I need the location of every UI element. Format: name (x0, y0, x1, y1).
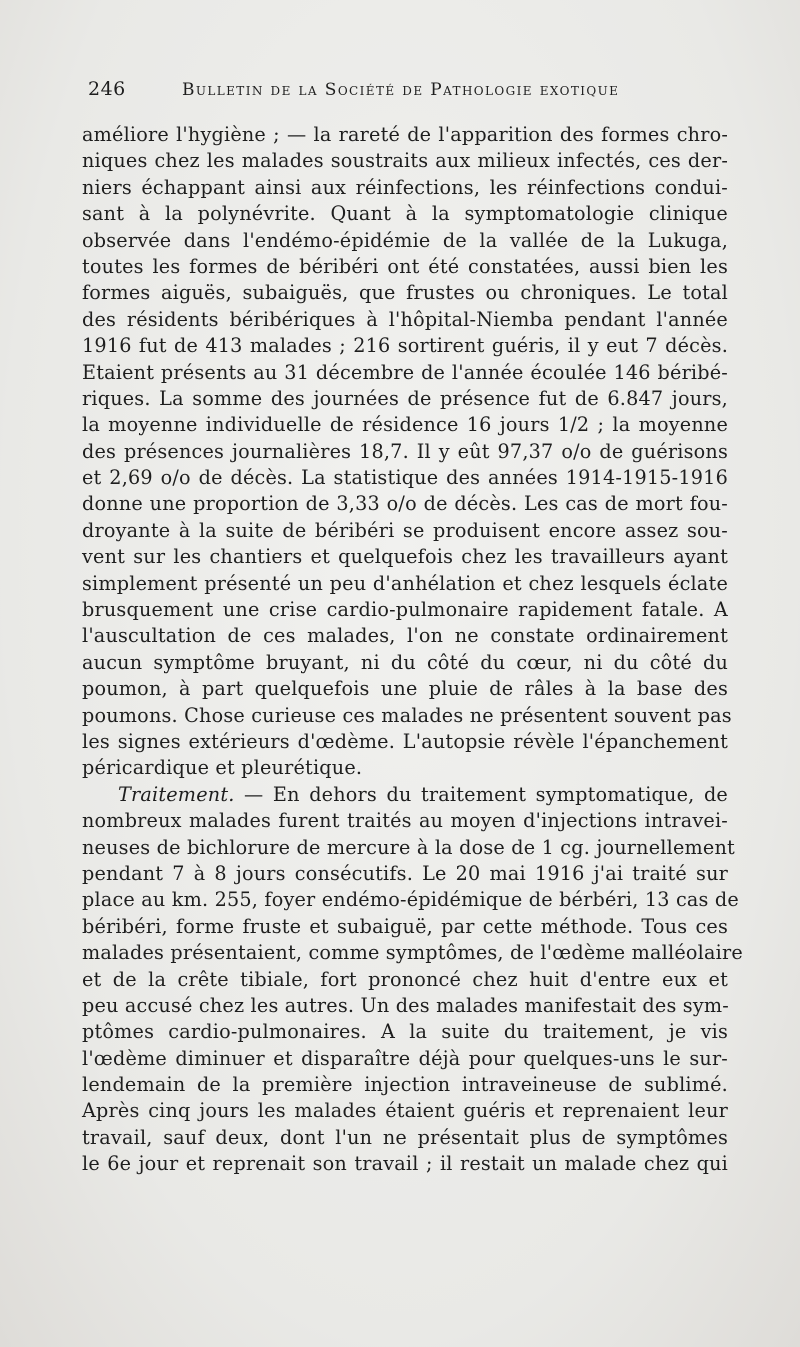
text-line: sant à la polynévrite. Quant à la symptomatologie clinique (82, 202, 728, 226)
text-line: donne une proportion de 3,33 o/o de décès. Les cas de mort fou- (82, 492, 728, 516)
text-line: nombreux malades furent traités au moyen d'injections intravei- (82, 809, 728, 833)
text-line: pendant 7 à 8 jours consécutifs. Le 20 mai 1916 j'ai traité sur (82, 861, 728, 885)
text-line: vent sur les chantiers et quelquefois chez les travailleurs ayant (82, 545, 728, 569)
text-line: observée dans l'endémo-épidémie de la vallée de la Lukuga, (82, 228, 728, 252)
text-line: neuses de bichlorure de mercure à la dose de 1 cg. journellement (82, 835, 735, 859)
first-line-rest: — En dehors du traitement symptomatique, de (234, 782, 728, 806)
text-line: niques chez les malades soustraits aux milieux infectés, ces der- (82, 149, 728, 173)
text-line: ptômes cardio-pulmonaires. A la suite du traitement, je vis (82, 1020, 728, 1044)
text-line: et de la crête tibiale, fort prononcé chez huit d'entre eux et (82, 967, 728, 991)
text-line: toutes les formes de béribéri ont été constatées, aussi bien les (82, 254, 728, 278)
running-head (88, 78, 748, 106)
text-line: aucun symptôme bruyant, ni du côté du cœur, ni du côté du (82, 650, 728, 674)
text-line: formes aiguës, subaiguës, que frustes ou chroniques. Le total (82, 281, 728, 305)
text-line: des présences journalières 18,7. Il y eût 97,37 o/o de guérisons (82, 439, 728, 463)
text-line: et 2,69 o/o de décès. La statistique des années 1914-1915-1916 (82, 466, 728, 490)
text-line: les signes extérieurs d'œdème. L'autopsie révèle l'épanchement (82, 729, 728, 753)
text-line: 1916 fut de 413 malades ; 216 sortirent guéris, il y eut 7 décès. (82, 334, 728, 358)
text-line: malades présentaient, comme symptômes, de l'œdème malléolaire (82, 941, 743, 965)
text-line: l'auscultation de ces malades, l'on ne constate ordinairement (82, 624, 728, 648)
paragraph-first-line (82, 782, 728, 808)
text-line: poumons. Chose curieuse ces malades ne présentent souvent pas (82, 703, 732, 727)
text-line: la moyenne individuelle de résidence 16 jours 1/2 ; la moyenne (82, 413, 728, 437)
text-line: Etaient présents au 31 décembre de l'année écoulée 146 béribé- (82, 360, 728, 384)
text-line-paragraph-end: péricardique et pleurétique. (82, 756, 363, 780)
text-line: droyante à la suite de béribéri se produisent encore assez sou- (82, 518, 728, 542)
text-line: travail, sauf deux, dont l'un ne présentait plus de symptômes (82, 1125, 728, 1149)
text-line: niers échappant ainsi aux réinfections, les réinfections condui- (82, 175, 728, 199)
text-line: le 6e jour et reprenait son travail ; il restait un malade chez qui (82, 1152, 728, 1176)
text-line: poumon, à part quelquefois une pluie de râles à la base des (82, 677, 728, 701)
text-line: simplement présenté un peu d'anhélation et chez lesquels éclate (82, 571, 728, 595)
text-line: place au km. 255, foyer endémo-épidémique de bérbéri, 13 cas de (82, 888, 739, 912)
text-line: peu accusé chez les autres. Un des malades manifestait des sym- (82, 993, 729, 1017)
body-text (82, 122, 743, 1178)
text-line: améliore l'hygiène ; — la rareté de l'apparition des formes chro- (82, 123, 728, 146)
text-line: béribéri, forme fruste et subaiguë, par cette méthode. Tous ces (82, 914, 728, 938)
page-number: 246 (88, 78, 126, 100)
section-lead-traitement: Traitement. (118, 782, 235, 806)
journal-title: Bulletin de la Société de Pathologie exotique (182, 80, 620, 100)
text-line: lendemain de la première injection intraveineuse de sublimé. (82, 1073, 728, 1097)
text-line: riques. La somme des journées de présence fut de 6.847 jours, (82, 386, 728, 410)
text-line: l'œdème diminuer et disparaître déjà pour quelques-uns le sur- (82, 1046, 728, 1070)
text-line: brusquement une crise cardio-pulmonaire rapidement fatale. A (82, 598, 728, 622)
text-line: des résidents béribériques à l'hôpital-Niemba pendant l'année (82, 307, 728, 331)
text-line: Après cinq jours les malades étaient guéris et reprenaient leur (82, 1099, 728, 1123)
